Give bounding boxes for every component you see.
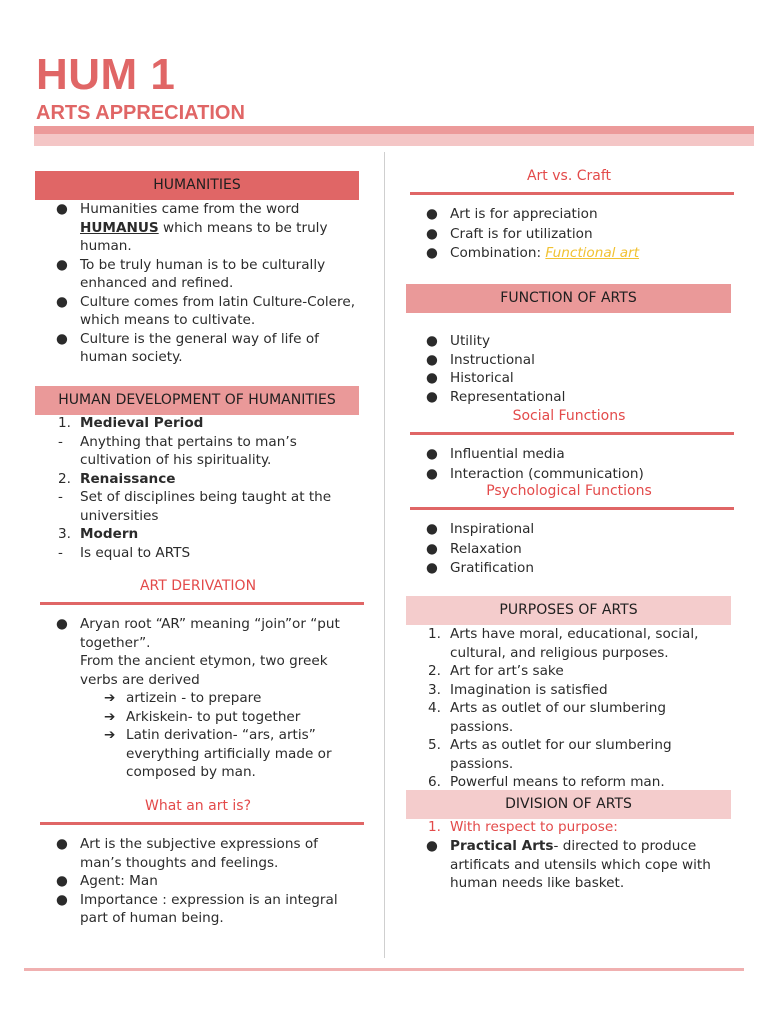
practical-arts-list	[406, 837, 732, 893]
section-rule	[410, 192, 734, 195]
arrow-icon: ➔	[104, 708, 116, 725]
derivation-list	[36, 615, 356, 652]
section-rule	[40, 822, 364, 825]
social-functions-heading: Social Functions	[512, 408, 626, 424]
list-item: - Set of disciplines being taught at the universities	[58, 489, 332, 524]
list-item: 5. Arts as outlet for our slumbering passions.	[428, 737, 672, 772]
division-list	[406, 818, 732, 837]
psych-list	[406, 520, 732, 578]
list-item: ● Gratification	[426, 560, 534, 576]
purposes-of-arts-heading: PURPOSES OF ARTS	[406, 596, 731, 625]
list-item: ● Relaxation	[426, 540, 522, 557]
list-item: 2. Art for art’s sake	[428, 663, 564, 679]
list-item: ● Agent: Man	[56, 873, 158, 889]
list-item: ● Importance : expression is an integral part of human being.	[56, 891, 338, 926]
what-art-list	[36, 835, 356, 928]
humanus-term: HUMANUS	[80, 219, 159, 236]
list-item: 6. Powerful means to reform man.	[428, 774, 665, 790]
footer-rule	[24, 968, 744, 971]
list-item: ● Interaction (communication)	[426, 465, 644, 482]
social-list	[406, 445, 732, 483]
document-title: HUM 1	[36, 50, 176, 99]
list-item: ● Aryan root “AR” meaning “join”or “put together”.	[56, 616, 340, 651]
list-item: - Anything that pertains to man’s cultivation of his spirituality.	[58, 433, 297, 468]
derivation-arrows	[104, 689, 358, 782]
arrow-icon: ➔	[104, 727, 116, 743]
list-item: 2. Renaissance	[58, 470, 176, 487]
derivation-paragraph: From the ancient etymon, two greek verbs are derived	[80, 653, 328, 688]
list-item: ● Culture comes from latin Culture-Colere, which means to cultivate.	[56, 293, 356, 328]
list-item: ● Instructional	[426, 351, 535, 368]
document-subtitle: ARTS APPRECIATION	[36, 102, 245, 124]
list-item: 1. Medieval Period	[58, 415, 204, 431]
functional-art-link[interactable]: Functional art	[545, 245, 640, 261]
arrow-icon: ➔	[104, 690, 116, 706]
list-item: ➔ Arkiskein- to put together	[104, 708, 301, 725]
function-list	[406, 332, 732, 406]
development-list	[36, 414, 356, 562]
list-item: ➔ artizein - to prepare	[104, 690, 262, 706]
list-item: ● Craft is for utilization	[426, 225, 593, 242]
human-development-heading: HUMAN DEVELOPMENT OF HUMANITIES	[35, 386, 359, 415]
header-decor-band	[34, 126, 754, 146]
list-item: 3. Imagination is satisfied	[428, 681, 608, 698]
psychological-functions-heading: Psychological Functions	[486, 483, 652, 499]
function-of-arts-heading: FUNCTION OF ARTS	[406, 284, 731, 313]
list-item: ➔ Latin derivation- “ars, artis” everything artificially made or composed by man.	[104, 727, 332, 780]
section-rule	[410, 432, 734, 435]
section-rule	[40, 602, 364, 605]
list-item: ● Humanities came from the word HUMANUS which means to be truly human.	[56, 201, 328, 254]
list-item: ● Inspirational	[426, 521, 535, 537]
art-vs-craft-heading: Art vs. Craft	[526, 168, 612, 184]
list-item: ● Utility	[426, 333, 490, 349]
section-rule	[410, 507, 734, 510]
art-vs-craft-list	[406, 205, 732, 263]
list-item: ● Historical	[426, 370, 514, 386]
list-item: ● Combination: Functional art	[426, 245, 640, 261]
list-item: 1. With respect to purpose:	[428, 819, 618, 835]
humanities-list	[36, 200, 356, 367]
list-item: ● To be truly human is to be culturally enhanced and refined.	[56, 256, 326, 291]
list-item: ● Influential media	[426, 446, 565, 462]
column-divider	[384, 152, 385, 958]
what-an-art-is-heading: What an art is?	[144, 798, 252, 814]
list-item: 1. Arts have moral, educational, social, cultural, and religious purposes.	[428, 626, 699, 661]
list-item: ● Art is for appreciation	[426, 206, 598, 222]
list-item: ● Representational	[426, 388, 566, 405]
list-item: 4. Arts as outlet of our slumbering passions.	[428, 700, 666, 735]
list-item: ● Practical Arts- directed to produce artificats and utensils which cope with human needs like basket.	[426, 838, 711, 891]
humanities-heading: HUMANITIES	[35, 171, 359, 200]
purposes-list	[406, 625, 732, 792]
list-item: ● Culture is the general way of life of human society.	[56, 330, 319, 365]
list-item: - Is equal to ARTS	[58, 544, 191, 561]
list-item: 3. Modern	[58, 526, 139, 542]
division-of-arts-heading: DIVISION OF ARTS	[406, 790, 731, 819]
art-derivation-heading: ART DERIVATION	[139, 578, 257, 594]
list-item: ● Art is the subjective expressions of man’s thoughts and feelings.	[56, 836, 318, 871]
